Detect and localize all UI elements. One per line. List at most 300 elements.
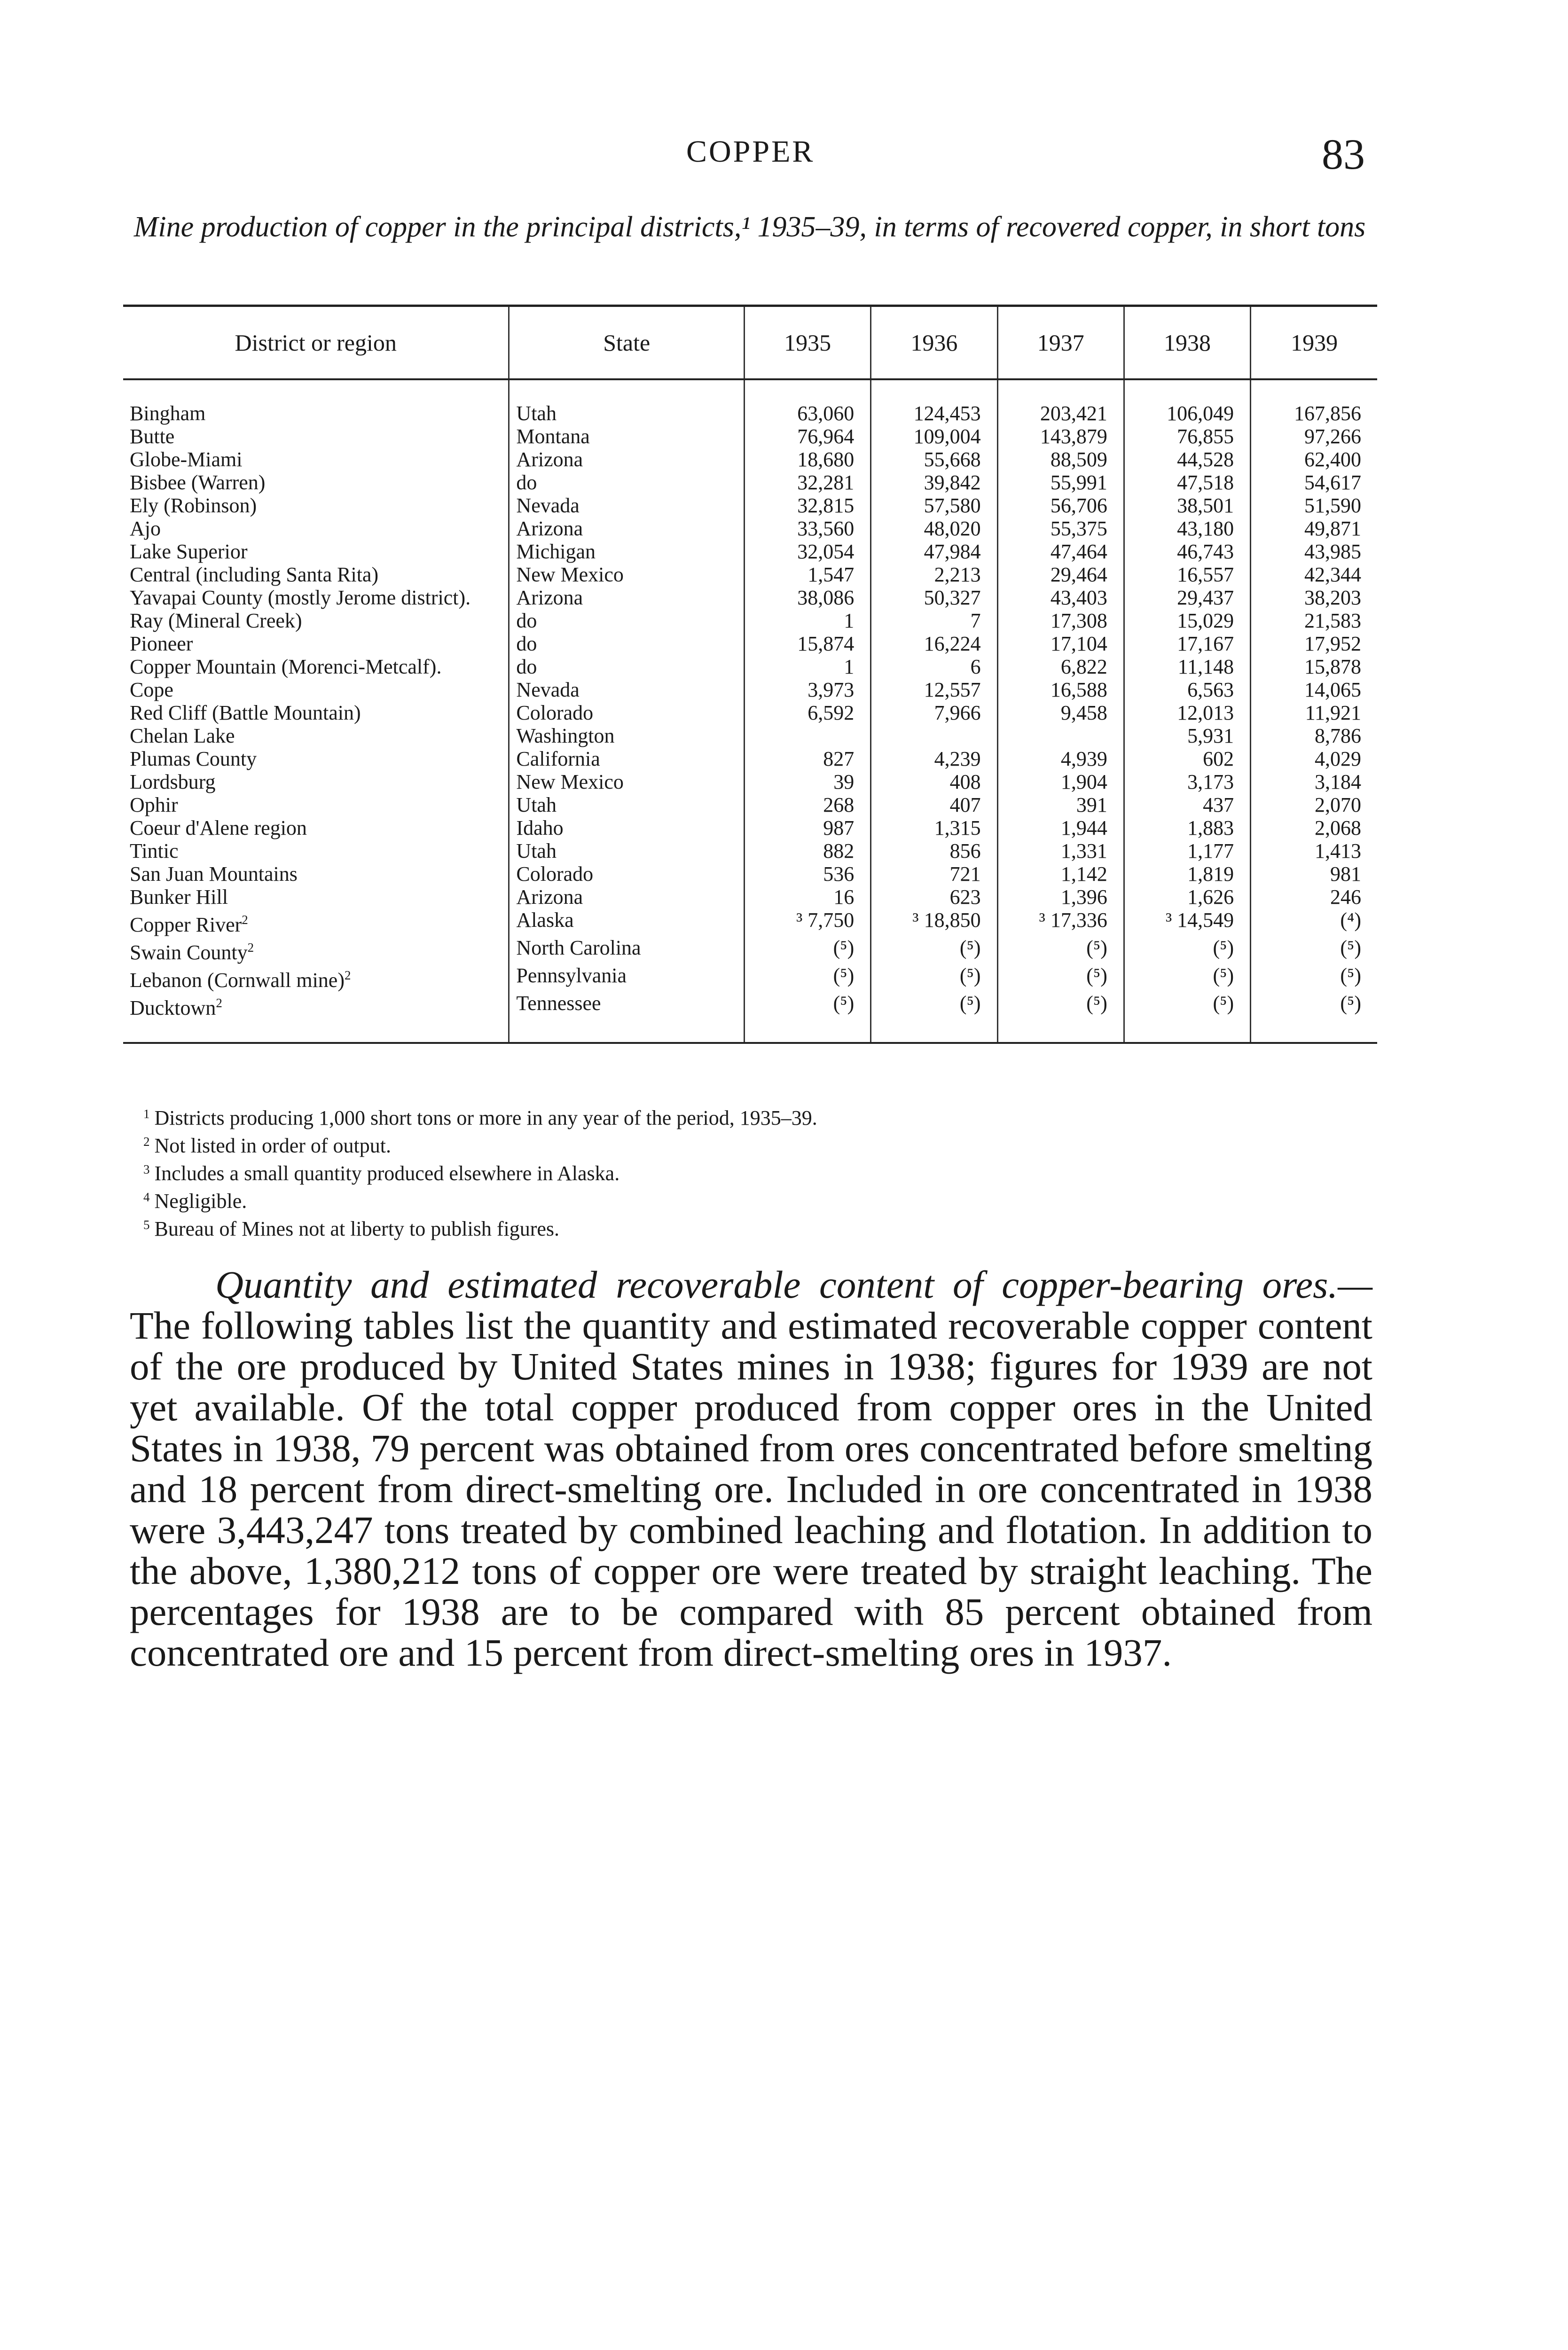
cell-state bbox=[509, 609, 745, 632]
cell-state-text: North Carolina bbox=[516, 936, 641, 959]
cell-state bbox=[509, 701, 745, 724]
cell-1939-text: 2,070 bbox=[1315, 793, 1361, 816]
cell-1936-text: 2,213 bbox=[934, 563, 981, 586]
cell-1937-text: (⁵) bbox=[1086, 992, 1107, 1015]
cell-district-text: Red Cliff (Battle Mountain) bbox=[130, 701, 361, 724]
cell-1935-text: 16 bbox=[833, 885, 855, 909]
cell-1935-text: 882 bbox=[823, 839, 855, 862]
cell-district-text: Copper River bbox=[130, 913, 242, 936]
cell-state bbox=[509, 992, 745, 1043]
cell-1935 bbox=[744, 862, 870, 885]
table-row bbox=[123, 609, 1377, 632]
cell-1936-text: 721 bbox=[949, 862, 981, 885]
cell-1935 bbox=[744, 448, 870, 471]
cell-1936 bbox=[871, 517, 997, 540]
cell-1936 bbox=[871, 747, 997, 770]
cell-state-text: Idaho bbox=[516, 816, 564, 839]
cell-1938-text: (⁵) bbox=[1213, 992, 1234, 1015]
cell-1936 bbox=[871, 909, 997, 936]
col-header-1936: 1936 bbox=[871, 306, 997, 380]
cell-1939 bbox=[1251, 862, 1377, 885]
cell-1938-text: 15,029 bbox=[1177, 609, 1234, 632]
cell-district bbox=[123, 448, 509, 471]
cell-1937 bbox=[997, 655, 1124, 678]
cell-state bbox=[509, 632, 745, 655]
table-row bbox=[123, 540, 1377, 563]
cell-1937-text: 143,879 bbox=[1040, 425, 1107, 448]
cell-1936-text: (⁵) bbox=[959, 936, 981, 959]
table-row bbox=[123, 747, 1377, 770]
cell-1937-text: 1,331 bbox=[1060, 839, 1107, 862]
cell-1936-text: 856 bbox=[949, 839, 981, 862]
cell-1938 bbox=[1124, 909, 1250, 936]
table-caption: Mine production of copper in the principal districts,¹ 1935–39, in terms of recovered copper, in short tons bbox=[133, 211, 1366, 243]
cell-1936 bbox=[871, 770, 997, 793]
cell-state bbox=[509, 839, 745, 862]
cell-1938-text: 16,557 bbox=[1177, 563, 1234, 586]
cell-1939-text: 2,068 bbox=[1315, 816, 1361, 839]
cell-1937 bbox=[997, 747, 1124, 770]
cell-district bbox=[123, 747, 509, 770]
cell-district bbox=[123, 816, 509, 839]
cell-1938-text: 602 bbox=[1203, 747, 1234, 770]
cell-1937 bbox=[997, 992, 1124, 1043]
cell-1939-text: (⁴) bbox=[1340, 909, 1361, 932]
cell-district-text: San Juan Mountains bbox=[130, 862, 298, 885]
cell-1935-text: 32,281 bbox=[797, 471, 855, 494]
cell-state bbox=[509, 655, 745, 678]
cell-1939 bbox=[1251, 793, 1377, 816]
cell-1938-text: 17,167 bbox=[1177, 632, 1234, 655]
cell-1938 bbox=[1124, 379, 1250, 425]
cell-district bbox=[123, 586, 509, 609]
table-row bbox=[123, 632, 1377, 655]
cell-1939 bbox=[1251, 632, 1377, 655]
table-row bbox=[123, 992, 1377, 1043]
table-row bbox=[123, 448, 1377, 471]
cell-district bbox=[123, 992, 509, 1043]
cell-1936 bbox=[871, 964, 997, 992]
cell-1935-text: 536 bbox=[823, 862, 855, 885]
production-table bbox=[123, 305, 1377, 1044]
cell-district bbox=[123, 609, 509, 632]
cell-state bbox=[509, 793, 745, 816]
cell-1935 bbox=[744, 701, 870, 724]
cell-state bbox=[509, 816, 745, 839]
cell-1936-text: 12,557 bbox=[924, 678, 981, 701]
cell-1938-text: 43,180 bbox=[1177, 517, 1234, 540]
cell-1936 bbox=[871, 563, 997, 586]
cell-state-text: New Mexico bbox=[516, 563, 624, 586]
cell-1936-text: 124,453 bbox=[913, 402, 981, 425]
cell-state bbox=[509, 517, 745, 540]
cell-1935 bbox=[744, 632, 870, 655]
cell-1939-text: 167,856 bbox=[1294, 402, 1361, 425]
cell-state-text: Alaska bbox=[516, 909, 574, 932]
footnote-ref: 2 bbox=[242, 913, 248, 927]
cell-1938 bbox=[1124, 494, 1250, 517]
cell-1938 bbox=[1124, 862, 1250, 885]
cell-1938-text: 11,148 bbox=[1177, 655, 1234, 678]
cell-district bbox=[123, 701, 509, 724]
cell-1938-text: 44,528 bbox=[1177, 448, 1234, 471]
table-header bbox=[123, 306, 1377, 380]
footnote-mark: 2 bbox=[143, 1135, 150, 1149]
cell-state-text: Colorado bbox=[516, 862, 594, 885]
cell-1937 bbox=[997, 701, 1124, 724]
cell-state-text: California bbox=[516, 747, 600, 770]
cell-1936 bbox=[871, 992, 997, 1043]
cell-1936 bbox=[871, 793, 997, 816]
cell-district bbox=[123, 471, 509, 494]
cell-district bbox=[123, 379, 509, 425]
footnote-ref: 2 bbox=[216, 996, 222, 1010]
table-row bbox=[123, 816, 1377, 839]
cell-1938 bbox=[1124, 701, 1250, 724]
table-row bbox=[123, 793, 1377, 816]
cell-1937 bbox=[997, 885, 1124, 909]
cell-1938 bbox=[1124, 678, 1250, 701]
cell-state-text: Michigan bbox=[516, 540, 596, 563]
cell-district-text: Bingham bbox=[130, 402, 206, 425]
cell-state bbox=[509, 747, 745, 770]
footnote bbox=[143, 1102, 1271, 1130]
cell-district bbox=[123, 936, 509, 964]
cell-1937-text: 47,464 bbox=[1050, 540, 1107, 563]
cell-1937-text: 55,991 bbox=[1050, 471, 1107, 494]
cell-1937 bbox=[997, 471, 1124, 494]
cell-1938-text: ³ 14,549 bbox=[1165, 909, 1234, 932]
cell-1936 bbox=[871, 678, 997, 701]
cell-district bbox=[123, 540, 509, 563]
cell-1938 bbox=[1124, 540, 1250, 563]
cell-district-text: Ely (Robinson) bbox=[130, 494, 257, 517]
cell-1936-text: 1,315 bbox=[934, 816, 981, 839]
cell-1937-text: 1,944 bbox=[1060, 816, 1107, 839]
cell-district-text: Ducktown bbox=[130, 996, 216, 1019]
cell-1937-text: 4,939 bbox=[1060, 747, 1107, 770]
cell-1935 bbox=[744, 586, 870, 609]
footnote bbox=[143, 1213, 1271, 1241]
cell-1938-text: 1,626 bbox=[1187, 885, 1234, 909]
cell-1938 bbox=[1124, 609, 1250, 632]
cell-1939-text: 62,400 bbox=[1304, 448, 1361, 471]
cell-1939-text: 246 bbox=[1330, 885, 1361, 909]
cell-1939 bbox=[1251, 964, 1377, 992]
cell-state bbox=[509, 563, 745, 586]
cell-1939-text: 43,985 bbox=[1304, 540, 1361, 563]
cell-1938-text: (⁵) bbox=[1213, 936, 1234, 959]
cell-1938-text: 437 bbox=[1203, 793, 1234, 816]
cell-1939 bbox=[1251, 655, 1377, 678]
footnote bbox=[143, 1185, 1271, 1213]
cell-1936 bbox=[871, 862, 997, 885]
table-row bbox=[123, 885, 1377, 909]
cell-state-text: New Mexico bbox=[516, 770, 624, 793]
cell-1935-text: 39 bbox=[833, 770, 855, 793]
cell-1939 bbox=[1251, 992, 1377, 1043]
cell-district bbox=[123, 494, 509, 517]
cell-1938-text: 5,931 bbox=[1187, 724, 1234, 747]
cell-1937-text: (⁵) bbox=[1086, 964, 1107, 987]
cell-1936-text: 39,842 bbox=[924, 471, 981, 494]
cell-1939 bbox=[1251, 379, 1377, 425]
table-row bbox=[123, 862, 1377, 885]
cell-district bbox=[123, 563, 509, 586]
cell-1937 bbox=[997, 770, 1124, 793]
cell-state-text: Washington bbox=[516, 724, 615, 747]
cell-1939-text: 14,065 bbox=[1304, 678, 1361, 701]
cell-1937 bbox=[997, 494, 1124, 517]
table-body bbox=[123, 379, 1377, 1043]
cell-1937-text: 43,403 bbox=[1050, 586, 1107, 609]
cell-1936-text: 50,327 bbox=[924, 586, 981, 609]
cell-district-text: Central (including Santa Rita) bbox=[130, 563, 379, 586]
cell-district-text: Ray (Mineral Creek) bbox=[130, 609, 302, 632]
col-header-1937: 1937 bbox=[997, 306, 1124, 380]
cell-district bbox=[123, 425, 509, 448]
cell-1939 bbox=[1251, 494, 1377, 517]
cell-state-text: Arizona bbox=[516, 517, 583, 540]
cell-1936-text: (⁵) bbox=[959, 992, 981, 1015]
cell-1938 bbox=[1124, 770, 1250, 793]
cell-1936 bbox=[871, 494, 997, 517]
cell-1936 bbox=[871, 839, 997, 862]
cell-1937 bbox=[997, 586, 1124, 609]
cell-1939-text: (⁵) bbox=[1340, 992, 1361, 1015]
cell-1939 bbox=[1251, 747, 1377, 770]
cell-1937 bbox=[997, 448, 1124, 471]
cell-1936-text: (⁵) bbox=[959, 964, 981, 987]
cell-1937-text: (⁵) bbox=[1086, 936, 1107, 959]
cell-state bbox=[509, 936, 745, 964]
cell-district bbox=[123, 655, 509, 678]
footnote-ref: 2 bbox=[247, 940, 254, 955]
cell-1937 bbox=[997, 816, 1124, 839]
cell-district-text: Ajo bbox=[130, 517, 161, 540]
cell-1939-text: 21,583 bbox=[1304, 609, 1361, 632]
cell-1935-text: 268 bbox=[823, 793, 855, 816]
cell-district-text: Pioneer bbox=[130, 632, 193, 655]
cell-1935-text: 1 bbox=[844, 655, 855, 678]
cell-1938 bbox=[1124, 724, 1250, 747]
cell-state-text: do bbox=[516, 655, 537, 678]
paragraph-heading: Quantity and estimated recoverable content of copper-bearing ores.— bbox=[215, 1263, 1372, 1306]
cell-1937 bbox=[997, 964, 1124, 992]
cell-state-text: Arizona bbox=[516, 586, 583, 609]
cell-state-text: do bbox=[516, 471, 537, 494]
cell-state bbox=[509, 770, 745, 793]
cell-1938 bbox=[1124, 425, 1250, 448]
cell-1939-text: 981 bbox=[1330, 862, 1361, 885]
cell-1937 bbox=[997, 609, 1124, 632]
cell-state-text: Arizona bbox=[516, 448, 583, 471]
cell-1936-text: 48,020 bbox=[924, 517, 981, 540]
cell-1937-text: 88,509 bbox=[1050, 448, 1107, 471]
cell-1935-text: 1,547 bbox=[808, 563, 855, 586]
cell-1935-text: (⁵) bbox=[833, 936, 855, 959]
cell-1937 bbox=[997, 862, 1124, 885]
cell-1938 bbox=[1124, 992, 1250, 1043]
cell-1936 bbox=[871, 936, 997, 964]
cell-1939-text: (⁵) bbox=[1340, 964, 1361, 987]
cell-district bbox=[123, 885, 509, 909]
cell-1936-text: 109,004 bbox=[913, 425, 981, 448]
cell-1935-text: 76,964 bbox=[797, 425, 855, 448]
footnote bbox=[143, 1130, 1271, 1158]
cell-state-text: do bbox=[516, 632, 537, 655]
cell-1938 bbox=[1124, 747, 1250, 770]
cell-1936-text: 408 bbox=[949, 770, 981, 793]
cell-district-text: Swain County bbox=[130, 941, 248, 964]
cell-state bbox=[509, 909, 745, 936]
cell-1937 bbox=[997, 540, 1124, 563]
cell-1935-text: ³ 7,750 bbox=[796, 909, 855, 932]
cell-1939 bbox=[1251, 540, 1377, 563]
cell-1937-text: 1,396 bbox=[1060, 885, 1107, 909]
cell-1936-text: 7 bbox=[970, 609, 981, 632]
table-row bbox=[123, 964, 1377, 992]
cell-1938-text: 3,173 bbox=[1187, 770, 1234, 793]
cell-1939-text: 54,617 bbox=[1304, 471, 1361, 494]
body-paragraph bbox=[130, 1264, 1372, 1673]
cell-1935 bbox=[744, 909, 870, 936]
cell-1935-text: 3,973 bbox=[808, 678, 855, 701]
table-row bbox=[123, 936, 1377, 964]
cell-1936 bbox=[871, 632, 997, 655]
cell-1936-text: ³ 18,850 bbox=[912, 909, 981, 932]
cell-district-text: Copper Mountain (Morenci-Metcalf). bbox=[130, 655, 442, 678]
cell-1935 bbox=[744, 936, 870, 964]
cell-1936-text: 407 bbox=[949, 793, 981, 816]
cell-1939-text: 42,344 bbox=[1304, 563, 1361, 586]
table-row bbox=[123, 517, 1377, 540]
cell-district-text: Chelan Lake bbox=[130, 724, 235, 747]
cell-1939-text: (⁵) bbox=[1340, 936, 1361, 959]
cell-district-text: Yavapai County (mostly Jerome district). bbox=[130, 586, 471, 609]
cell-1935-text: 33,560 bbox=[797, 517, 855, 540]
cell-1935 bbox=[744, 992, 870, 1043]
cell-1936 bbox=[871, 471, 997, 494]
cell-1938 bbox=[1124, 964, 1250, 992]
cell-1937-text: 16,588 bbox=[1050, 678, 1107, 701]
cell-1939 bbox=[1251, 609, 1377, 632]
cell-1937 bbox=[997, 563, 1124, 586]
footnote-text: Includes a small quantity produced elsewhere in Alaska. bbox=[154, 1162, 620, 1185]
cell-district-text: Lebanon (Cornwall mine) bbox=[130, 969, 345, 992]
col-header-district: District or region bbox=[123, 306, 509, 380]
cell-1936 bbox=[871, 586, 997, 609]
cell-1936-text: 55,668 bbox=[924, 448, 981, 471]
cell-1937-text: 1,904 bbox=[1060, 770, 1107, 793]
cell-1937-text: 17,308 bbox=[1050, 609, 1107, 632]
cell-district-text: Coeur d'Alene region bbox=[130, 816, 307, 839]
cell-district-text: Plumas County bbox=[130, 747, 257, 770]
cell-district-text: Butte bbox=[130, 425, 175, 448]
cell-1939 bbox=[1251, 563, 1377, 586]
cell-district-text: Ophir bbox=[130, 793, 178, 816]
cell-1937-text: 203,421 bbox=[1040, 402, 1107, 425]
cell-1936-text: 47,984 bbox=[924, 540, 981, 563]
table-row bbox=[123, 379, 1377, 425]
cell-1935 bbox=[744, 678, 870, 701]
cell-1938 bbox=[1124, 586, 1250, 609]
cell-1938-text: 1,883 bbox=[1187, 816, 1234, 839]
cell-1935 bbox=[744, 747, 870, 770]
cell-1938-text: (⁵) bbox=[1213, 964, 1234, 987]
production-table-container bbox=[123, 305, 1377, 1044]
cell-1935 bbox=[744, 839, 870, 862]
footnote bbox=[143, 1158, 1271, 1185]
cell-district bbox=[123, 839, 509, 862]
cell-1935-text: 987 bbox=[823, 816, 855, 839]
cell-1937-text: 29,464 bbox=[1050, 563, 1107, 586]
cell-state bbox=[509, 494, 745, 517]
table-row bbox=[123, 839, 1377, 862]
cell-1935-text: 18,680 bbox=[797, 448, 855, 471]
cell-1935-text: 6,592 bbox=[808, 701, 855, 724]
cell-1938 bbox=[1124, 517, 1250, 540]
cell-1938-text: 47,518 bbox=[1177, 471, 1234, 494]
cell-1935-text: 15,874 bbox=[797, 632, 855, 655]
cell-1939-text: 51,590 bbox=[1304, 494, 1361, 517]
cell-district-text: Bisbee (Warren) bbox=[130, 471, 266, 494]
table-row bbox=[123, 909, 1377, 936]
cell-1937-text: 9,458 bbox=[1060, 701, 1107, 724]
cell-1936-text: 16,224 bbox=[924, 632, 981, 655]
cell-1935 bbox=[744, 816, 870, 839]
table-row bbox=[123, 586, 1377, 609]
cell-1935 bbox=[744, 770, 870, 793]
running-title: COPPER bbox=[686, 134, 815, 169]
cell-district bbox=[123, 724, 509, 747]
cell-1937 bbox=[997, 379, 1124, 425]
cell-1935-text: (⁵) bbox=[833, 992, 855, 1015]
cell-1939-text: 97,266 bbox=[1304, 425, 1361, 448]
cell-1939 bbox=[1251, 816, 1377, 839]
cell-district-text: Globe-Miami bbox=[130, 448, 243, 471]
cell-state-text: Utah bbox=[516, 402, 557, 425]
cell-1938-text: 76,855 bbox=[1177, 425, 1234, 448]
cell-state bbox=[509, 885, 745, 909]
cell-district-text: Lake Superior bbox=[130, 540, 248, 563]
cell-1935 bbox=[744, 563, 870, 586]
cell-1936 bbox=[871, 540, 997, 563]
cell-1939-text: 38,203 bbox=[1304, 586, 1361, 609]
cell-1938 bbox=[1124, 885, 1250, 909]
table-row bbox=[123, 724, 1377, 747]
cell-1938-text: 1,177 bbox=[1187, 839, 1234, 862]
col-header-1938: 1938 bbox=[1124, 306, 1250, 380]
table-row bbox=[123, 425, 1377, 448]
table-row bbox=[123, 563, 1377, 586]
footnote-text: Negligible. bbox=[154, 1190, 247, 1213]
cell-state bbox=[509, 724, 745, 747]
cell-state-text: Tennessee bbox=[516, 992, 601, 1015]
cell-1937 bbox=[997, 632, 1124, 655]
cell-district bbox=[123, 793, 509, 816]
cell-1937-text: ³ 17,336 bbox=[1039, 909, 1107, 932]
cell-1935-text: 38,086 bbox=[797, 586, 855, 609]
cell-1937 bbox=[997, 909, 1124, 936]
cell-district bbox=[123, 862, 509, 885]
cell-1939 bbox=[1251, 839, 1377, 862]
table-row bbox=[123, 494, 1377, 517]
cell-district bbox=[123, 770, 509, 793]
cell-1937 bbox=[997, 724, 1124, 747]
cell-1937 bbox=[997, 839, 1124, 862]
cell-1938-text: 6,563 bbox=[1187, 678, 1234, 701]
